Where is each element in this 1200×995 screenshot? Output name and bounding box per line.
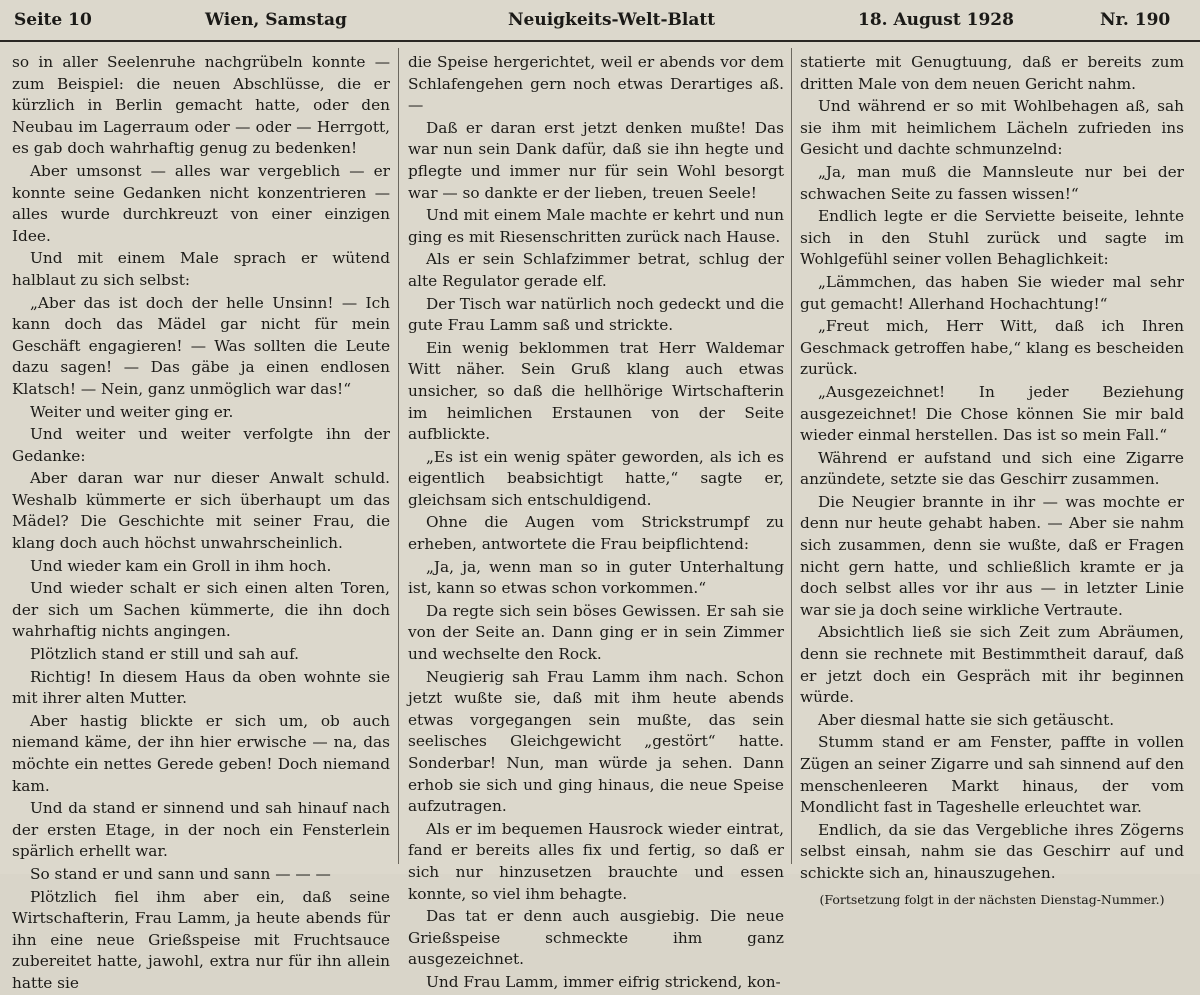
paragraph: Aber hastig blickte er sich um, ob auch niemand käme, der ihn hier erwische — na, das möchte ein nettes Gerede geben! Doch niemand kam. (12, 711, 390, 795)
paragraph: Während er aufstand und sich eine Zigarre anzündete, setzte sie das Geschirr zusammen. (800, 448, 1184, 489)
paragraph: die Speise hergerichtet, weil er abends vor dem Schlafengehen gern noch etwas Derartiges aß. — (408, 53, 784, 115)
paragraph: Plötzlich stand er still und sah auf. (30, 645, 300, 664)
page-number: Seite 10 (14, 10, 92, 30)
paragraph: „Ja, man muß die Mannsleute nur bei der schwachen Seite zu fassen wissen!“ (800, 162, 1184, 203)
paragraph: „Es ist ein wenig später geworden, als ich es eigentlich beabsichtigt hatte,“ sagte er, gleichsam sich entschuldigend. (408, 447, 784, 509)
text-column-1 (12, 52, 390, 992)
paragraph: Als er sein Schlafzimmer betrat, schlug der alte Regulator gerade elf. (408, 250, 784, 290)
paragraph: Da regte sich sein böses Gewissen. Er sah sie von der Seite an. Dann ging er in sein Zimmer und wechselte den Rock. (408, 601, 784, 664)
paragraph: Aber daran war nur dieser Anwalt schuld. Weshalb kümmerte er sich überhaupt um das Mädel? Die Geschichte mit seiner Frau, die klang doch auch höchst unwahrscheinlich. (12, 469, 390, 553)
paragraph: Absichtlich ließ sie sich Zeit zum Abräumen, denn sie rechnete mit Bestimmtheit darauf, daß er jetzt doch ein Gespräch mit ihr beginnen würde. (800, 623, 1184, 707)
paragraph: So stand er und sann und sann — — — (30, 864, 331, 883)
text-column-3 (800, 52, 1184, 907)
paragraph: Aber umsonst — alles war vergeblich — er konnte seine Gedanken nicht konzentrieren — alles wurde durchkreuzt von einer einzigen Idee. (12, 161, 390, 245)
paragraph: Und während er so mit Wohlbehagen aß, sah sie ihm mit heimlichem Lächeln zufrieden ins Gesicht und dachte schmunzelnd: (800, 97, 1184, 159)
paragraph: Richtig! In diesem Haus da oben wohnte sie mit ihrer alten Mutter. (12, 667, 390, 708)
issue-date: 18. August 1928 (858, 10, 1014, 30)
column-rule (398, 48, 399, 864)
text-column-2 (408, 52, 784, 991)
paragraph: Und weiter und weiter verfolgte ihn der Gedanke: (12, 425, 390, 465)
paragraph: „Aber das ist doch der helle Unsinn! — Ich kann doch das Mädel gar nicht für mein Geschäft engagieren! — Was sollten die Leute dazu sagen! — Das gäbe ja einen endlosen Klatsch! — Nein, ganz unmöglich war das!“ (12, 293, 390, 398)
paragraph: Weiter und weiter ging er. (30, 402, 234, 421)
paragraph: so in aller Seelenruhe nachgrübeln konnte — zum Beispiel: die neuen Abschlüsse, die er kürzlich in Berlin gemacht hatte, oder den Neubau im Lagerraum oder — oder — Herrgott, es gab doch wahrhaftig genug zu bedenken! (12, 53, 390, 158)
paragraph: Und mit einem Male sprach er wütend halblaut zu sich selbst: (12, 249, 390, 289)
paragraph: „Freut mich, Herr Witt, daß ich Ihren Geschmack getroffen habe,“ klang es bescheiden zurück. (800, 317, 1184, 379)
paragraph: Plötzlich fiel ihm aber ein, daß seine Wirtschafterin, Frau Lamm, ja heute abends für ihn eine neue Grießspeise mit Fruchtsauce zubereitet hatte, jawohl, extra nur für ihn allein hatte sie (12, 887, 390, 992)
paragraph: Ohne die Augen vom Strickstrumpf zu erheben, antwortete die Frau beipflichtend: (408, 513, 784, 554)
paragraph: Aber diesmal hatte sie sich getäuscht. (818, 710, 1115, 729)
continuation-note: (Fortsetzung folgt in der nächsten Dienstag-Nummer.) (819, 891, 1165, 907)
column-rule (791, 48, 792, 864)
page-header (0, 0, 1200, 42)
paragraph: „Lämmchen, das haben Sie wieder mal sehr gut gemacht! Allerhand Hochachtung!“ (800, 272, 1184, 313)
paragraph: Endlich, da sie das Vergebliche ihres Zögerns selbst einsah, nahm sie das Geschirr auf und schickte sich an, hinauszugehen. (800, 820, 1184, 882)
paragraph: Und wieder schalt er sich einen alten Toren, der sich um Sachen kümmerte, die ihn doch wahrhaftig nichts angingen. (12, 579, 390, 641)
paragraph: Die Neugier brannte in ihr — was mochte er denn nur heute gehabt haben. — Aber sie nahm sich zusammen, denn sie wußte, daß er Fragen nicht gern hatte, und schließlich kramte er ja doch selbst alles vor ihr aus — in letzter Linie war sie ja doch seine wirkliche Vertraute. (800, 492, 1184, 619)
paragraph: „Ja, ja, wenn man so in guter Unterhaltung ist, kann so etwas schon vorkommen.“ (408, 557, 784, 598)
paragraph: Neugierig sah Frau Lamm ihm nach. Schon jetzt wußte sie, daß mit ihm heute abends etwas vorgegangen sein mußte, das sein seelisches Gleichgewicht „gestört“ hatte. Sonderbar! Nun, man würde ja sehen. Dann erhob sie sich und ging hinaus, die neue Speise aufzutragen. (408, 667, 784, 816)
paragraph: Ein wenig beklommen trat Herr Waldemar Witt näher. Sein Gruß klang auch etwas unsicher, so daß die hellhörige Wirtschafterin im heimlichen Erstaunen von der Seite aufblickte. (408, 338, 784, 444)
place-and-weekday: Wien, Samstag (205, 10, 347, 30)
paragraph: Stumm stand er am Fenster, paffte in vollen Zügen an seiner Zigarre und sah sinnend auf den menschenleeren Markt hinaus, der vom Mondlicht fast in Tageshelle erleuchtet war. (800, 733, 1184, 817)
paragraph: Und da stand er sinnend und sah hinauf nach der ersten Etage, in der noch ein Fensterlein spärlich erhellt war. (12, 799, 390, 861)
paragraph: Der Tisch war natürlich noch gedeckt und die gute Frau Lamm saß und strickte. (408, 294, 784, 335)
paragraph: statierte mit Genugtuung, daß er bereits zum dritten Male von dem neuen Gericht nahm. (800, 53, 1184, 93)
paragraph: Als er im bequemen Hausrock wieder eintrat, fand er bereits alles fix und fertig, so daß er sich nur hinzusetzen brauchte und essen konnte, so viel ihm behagte. (408, 819, 784, 903)
paragraph: Das tat er denn auch ausgiebig. Die neue Grießspeise schmeckte ihm ganz ausgezeichnet. (408, 907, 784, 969)
paragraph: Endlich legte er die Serviette beiseite, lehnte sich in den Stuhl zurück und sagte im Wohlgefühl seiner vollen Behaglichkeit: (800, 207, 1184, 269)
paragraph: Daß er daran erst jetzt denken mußte! Das war nun sein Dank dafür, daß sie ihn hegte und pflegte und immer nur für sein Wohl besorgt war — so dankte er der lieben, treuen Seele! (408, 118, 784, 202)
paragraph: Und Frau Lamm, immer eifrig strickend, kon- (426, 972, 781, 991)
paragraph: Und mit einem Male machte er kehrt und nun ging es mit Riesenschritten zurück nach Hause. (408, 206, 784, 246)
issue-number: Nr. 190 (1100, 10, 1171, 30)
paragraph: „Ausgezeichnet! In jeder Beziehung ausgezeichnet! Die Chose können Sie mir bald wieder einmal herstellen. Das ist so mein Fall.“ (800, 382, 1184, 445)
paragraph: Und wieder kam ein Groll in ihm hoch. (30, 556, 332, 575)
newspaper-title: Neuigkeits-Welt-Blatt (508, 10, 716, 30)
